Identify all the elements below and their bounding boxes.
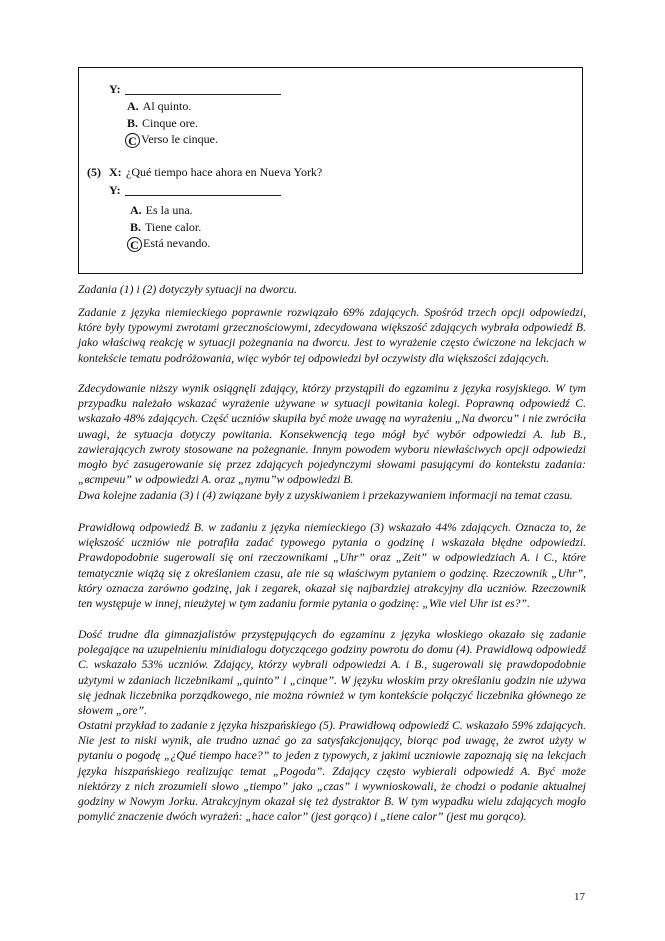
paragraph-spanish-5: Ostatni przykład to zadanie z języka hiszpańskiego (5). Prawidłową odpowiedź C. wskazało 59% zdających. Nie jest to niski wynik, ale trudno uznać go za satysfakcjonujący, biorąc pod uwagę, że zwrot użyty w pytaniu o pogodę „¿Qué tiempo hace?” to jeden z typowych, z jakimi uczniowie zapoznają się na lekcjach języka hiszpańskiego realizując temat „Pogoda”. Zdający często wybierali odpowiedź A. Być może niektórzy z nich zrozumieli słowo „tiempo” jako „czas” i wywnioskowali, że chodzi o podanie aktualnej godziny w Nowym Jorku. Atrakcyjnym okazał się też dystraktor B. W tym wypadku wielu zdających mogło pomylić znaczenie dwóch wyrażeń: „hace calor” (jest gorąco) i „tiene calor” (jest mu gorąco). (78, 719, 586, 824)
answer-label-y: Y: (109, 82, 121, 96)
paragraph-italian-4: Dość trudne dla gimnazjalistów przystępujących do egzaminu z języka włoskiego okazało się zadanie polegające na uzupełnieniu minidialogu dotyczącego godziny powrotu do domu (4). Prawidłową odpowiedź C. wskazało 53% uczniów. Zdający, którzy wybrali odpowiedzi A. i B., sugerowali się prawdopodobnie użytymi w zdaniach liczebnikami „quinto” i „cinque”. W języku włoskim przy określaniu godzin nie używa się jednak liczebnika porządkowego, nie można również w tym kontekście połączyć liczebnika głównego ze słowem „ore”. (78, 628, 586, 718)
option-text: Tiene calor. (145, 220, 202, 234)
paragraph-russian: Zdecydowanie niższy wynik osiągnęli zdający, którzy przystąpili do egzaminu z języka rosyjskiego. W tym przypadku należało wskazać wyrażenie używane w sytuacji powitania kolegi. Poprawną odpowiedź C. wskazało 48% zdających. Część uczniów skupiła być może uwagę na wyrażeniu „Na dworcu” i nie zwróciła uwagi, że sytuacja dotyczy powitania. Konsekwencją tego mógł być wybór odpowiedzi A. lub B., zawierających zwroty stosowane na pożegnanie. Innym powodem wyboru niewłaściwych opcji odpowiedzi mogło być zasugerowanie się przez zdających pojedynczymi słowami pasującymi do kontekstu zadania: „встречи” w odpowiedzi A. oraz „пути”w odpowiedzi B. (78, 382, 586, 487)
option-a (130, 203, 193, 217)
answer-blank (125, 94, 281, 95)
question-number: (5) (87, 165, 101, 179)
circled-answer-mark: C (125, 133, 140, 148)
option-c-circled (127, 236, 210, 252)
question-text: ¿Qué tiempo hace ahora en Nueva York? (126, 165, 323, 179)
page-number: 17 (574, 891, 585, 903)
option-text: Al quinto. (142, 99, 192, 113)
option-text: Está nevando. (143, 236, 211, 250)
option-b (127, 116, 198, 130)
exercise-box (78, 67, 583, 274)
option-letter: B. (130, 220, 142, 234)
option-text: Es la una. (145, 203, 193, 217)
option-letter: A. (130, 203, 142, 217)
paragraph-intro-3-4: Dwa kolejne zadania (3) i (4) związane były z uzyskiwaniem i przekazywaniem informacji na temat czasu. (78, 489, 573, 502)
option-letter: B. (127, 116, 139, 130)
option-text: Cinque ore. (142, 116, 199, 130)
paragraph-intro-1-2: Zadania (1) i (2) dotyczyły sytuacji na dworcu. (78, 283, 297, 296)
circled-answer-mark: C (127, 237, 142, 252)
answer-label-y: Y: (109, 183, 121, 197)
option-text: Verso le cinque. (141, 132, 218, 146)
question-label-x: X: (109, 165, 122, 179)
answer-blank (125, 195, 281, 196)
option-c-circled (125, 132, 218, 148)
paragraph-german-1: Zadanie z języka niemieckiego poprawnie rozwiązało 69% zdających. Spośród trzech opcji odpowiedzi, które były typowymi zwrotami grzecznościowymi, zdecydowana większość zdających wybrała odpowiedź B. jako właściwą reakcję w sytuacji pożegnania na dworcu. Jest to wyrażenie często ćwiczone na lekcjach w kontekście tematu podróżowania, więc wybór tej odpowiedzi był oczywisty dla większości zdających. (78, 306, 586, 365)
option-a (127, 99, 191, 113)
paragraph-german-3: Prawidłową odpowiedź B. w zadaniu z języka niemieckiego (3) wskazało 44% zdających. Oznacza to, że większość uczniów nie potrafiła zadać typowego pytania o godzinę i wskazała błędne odpowiedzi. Prawdopodobnie sugerowali się oni rzeczownikami „Uhr” oraz „Zeit” w odpowiedziach A. i C., które tematycznie wiążą się z określaniem czasu, ale nie są właściwym pytaniem o godzinę. Rzeczownik „Uhr”, który oznacza zarówno godzinę, jak i zegarek, okazał się najbardziej atrakcyjny dla uczniów. Rzeczownik ten występuje w innej, nieużytej w tym zadaniu formie pytania o godzinę: „Wie viel Uhr ist es?”. (78, 521, 586, 611)
option-letter: A. (127, 99, 139, 113)
option-b (130, 220, 201, 234)
